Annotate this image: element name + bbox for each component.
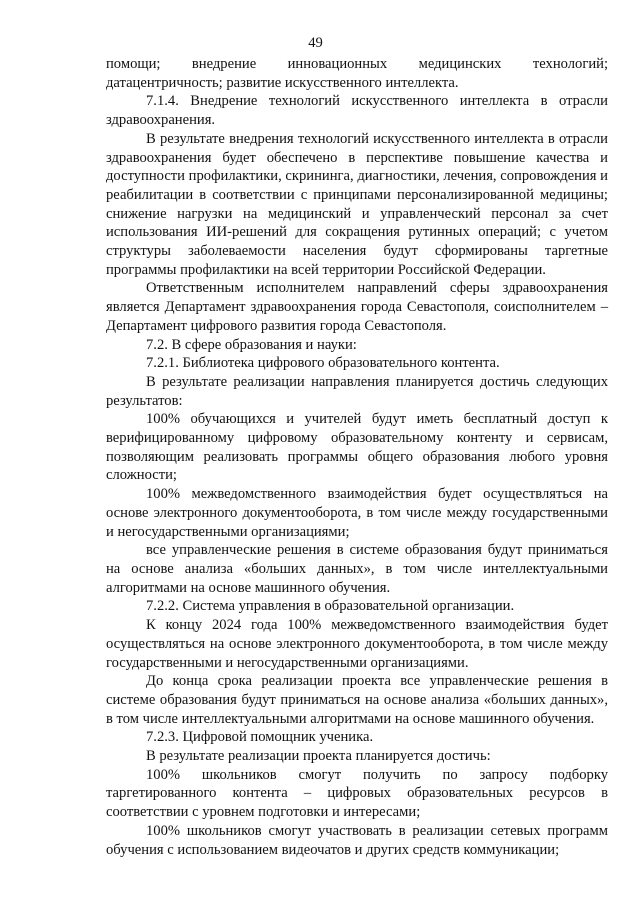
section-heading: 7.1.4. Внедрение технологий искусственного интеллекта в отрасли здравоохранения. (106, 93, 608, 129)
paragraph: 100% школьников смогут участвовать в реализации сетевых программ обучения с использованием видеочатов и других средств коммуникации; (106, 822, 608, 858)
section-heading: 7.2. В сфере образования и науки: (146, 336, 357, 353)
paragraph: все управленческие решения в системе образования будут приниматься на основе анализа «больших данных», в том числе интеллектуальными алгоритмами на основе машинного обучения. (106, 542, 608, 596)
paragraph: 100% межведомственного взаимодействия будет осуществляться на основе электронного документооборота, в том числе между государственными и негосударственными организациями; (106, 486, 608, 540)
paragraph: 100% обучающихся и учителей будут иметь бесплатный доступ к верифицированному цифровому образовательному контенту и сервисам, позволяющим реализовать программы общего образования любого уровня сложности; (106, 411, 608, 484)
section-heading: 7.2.2. Система управления в образовательной организации. (146, 598, 515, 615)
paragraph: Ответственным исполнителем направлений сферы здравоохранения является Департамент здравоохранения города Севастополя, соисполнителем – Департамент цифрового развития города Севастополя. (106, 280, 608, 334)
paragraph: помощи; внедрение инновационных медицинских технологий; датацентричность; развитие искусственного интеллекта. (106, 56, 608, 91)
paragraph: 100% школьников смогут получить по запросу подборку таргетированного контента – цифровых образовательных ресурсов в соответствии с уровнем подготовки и интересами; (106, 766, 608, 821)
section-heading: 7.2.3. Цифровой помощник ученика. (146, 729, 374, 746)
paragraph: В результате внедрения технологий искусственного интеллекта в отрасли здравоохранения будет обеспечено в перспективе повышение качества и доступности профилактики, скрининга, диагностики, лечения, сопровождения и реабилитации в соответствии с принципами персонализированной медицины; снижение нагрузки на медицинский и управленческий персонал за счет использования ИИ-решений для сокращения рутинных операций; с учетом структуры заболеваемости населения будут сформированы таргетные программы профилактики на всей территории Российской Федерации. (106, 130, 608, 278)
document-body (106, 55, 608, 859)
paragraph: До конца срока реализации проекта все управленческие решения в системе образования будут приниматься на основе анализа «больших данных», в том числе интеллектуальными алгоритмами на основе машинного обучения. (106, 673, 608, 727)
paragraph: К концу 2024 года 100% межведомственного взаимодействия будет осуществляться на основе электронного документооборота, в том числе между государственными и негосударственными организациями. (106, 617, 608, 671)
page-number: 49 (308, 35, 323, 51)
section-heading: 7.2.1. Библиотека цифрового образовательного контента. (146, 355, 500, 372)
paragraph: В результате реализации проекта планируется достичь: (146, 748, 491, 765)
paragraph: В результате реализации направления планируется достичь следующих результатов: (106, 373, 608, 409)
